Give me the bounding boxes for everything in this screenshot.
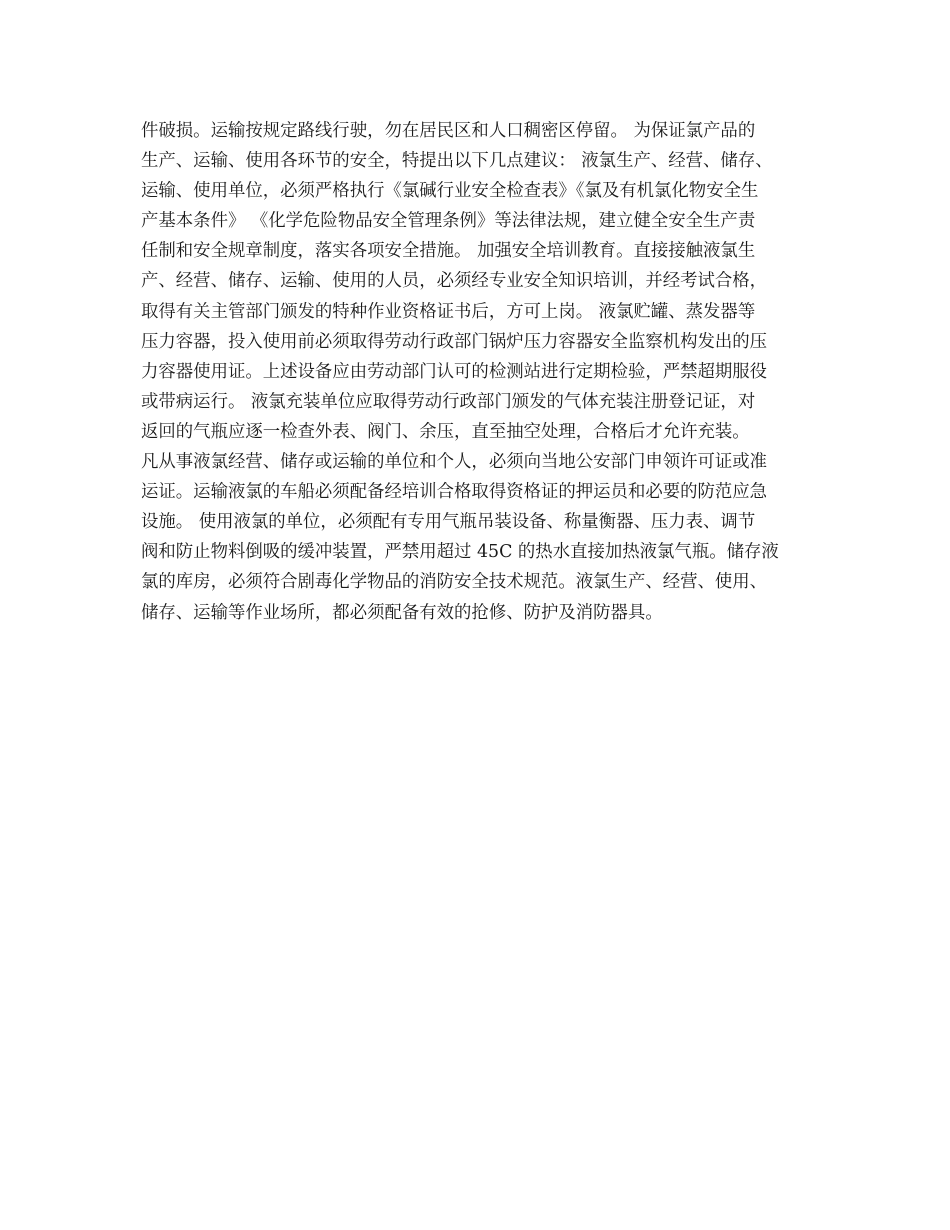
text-line-16: 氯的库房，必须符合剧毒化学物品的消防安全技术规范。液氯生产、经营、使用、 bbox=[141, 572, 768, 593]
text-line-10: 或带病运行。 液氯充装单位应取得劳动行政部门颁发的气体充装注册登记证，对 bbox=[141, 391, 756, 412]
text-line-6: 产、经营、储存、运输、使用的人员，必须经专业安全知识培训，并经考试合格， bbox=[141, 271, 768, 292]
text-line-3: 运输、使用单位，必须严格执行《氯碱行业安全检查表》《氯及有机氯化物安全生 bbox=[141, 181, 759, 202]
text-line-15: 阀和防止物料倒吸的缓冲装置，严禁用超过 45C 的热水直接加热液氯气瓶。储存液 bbox=[141, 542, 779, 563]
text-line-2: 生产、运输、使用各环节的安全，特提出以下几点建议： 液氯生产、经营、储存、 bbox=[141, 151, 773, 172]
text-line-4: 产基本条件》 《化学危险物品安全管理条例》等法律法规，建立健全安全生产责 bbox=[141, 211, 756, 232]
text-line-11: 返回的气瓶应逐一检查外表、阀门、余压，直至抽空处理，合格后才允许充装。 bbox=[141, 421, 750, 442]
text-line-14: 设施。 使用液氯的单位，必须配有专用气瓶吊装设备、称量衡器、压力表、调节 bbox=[141, 512, 756, 533]
text-line-13: 运证。运输液氯的车船必须配备经培训合格取得资格证的押运员和必要的防范应急 bbox=[141, 482, 768, 503]
text-line-12: 凡从事液氯经营、储存或运输的单位和个人，必须向当地公安部门申领许可证或准 bbox=[141, 452, 768, 473]
text-line-7: 取得有关主管部门颁发的特种作业资格证书后，方可上岗。 液氯贮罐、蒸发器等 bbox=[141, 301, 756, 322]
text-line-8: 压力容器，投入使用前必须取得劳动行政部门锅炉压力容器安全监察机构发出的压 bbox=[141, 331, 768, 352]
text-line-1: 件破损。运输按规定路线行驶，勿在居民区和人口稠密区停留。 为保证氯产品的 bbox=[141, 121, 756, 141]
text-line-17: 储存、运输等作业场所，都必须配备有效的抢修、防护及消防器具。 bbox=[141, 602, 663, 623]
body-paragraph bbox=[141, 116, 821, 628]
text-line-9: 力容器使用证。上述设备应由劳动部门认可的检测站进行定期检验，严禁超期服役 bbox=[141, 361, 768, 382]
text-line-5: 任制和安全规章制度，落实各项安全措施。 加强安全培训教育。直接接触液氯生 bbox=[141, 241, 756, 262]
